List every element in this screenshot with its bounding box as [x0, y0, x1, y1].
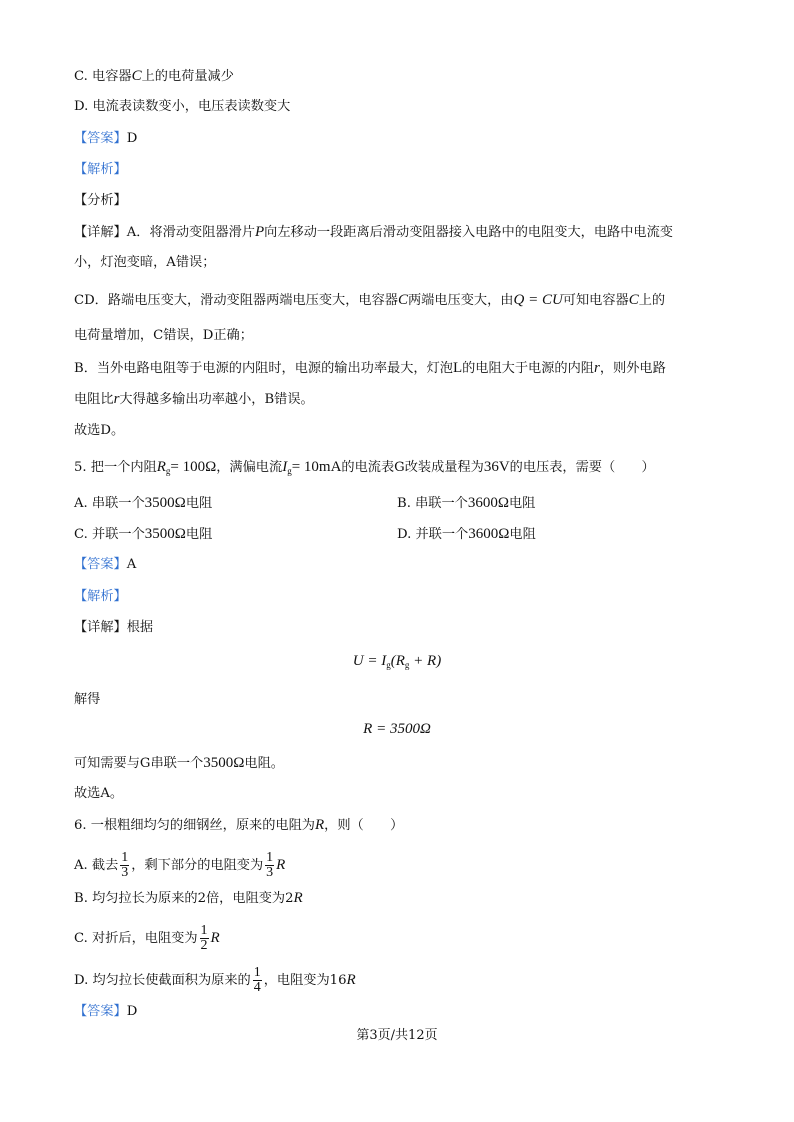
answer-label: 【答案】: [74, 557, 127, 572]
analysis-label-1: 【解析】: [74, 162, 127, 177]
question-5-option-a: A. 串联一个3500Ω电阻: [74, 495, 213, 511]
analysis-label-2: 【解析】: [74, 589, 127, 604]
answer-label: 【答案】: [74, 1004, 127, 1019]
question-5-option-c: C. 并联一个3500Ω电阻: [74, 526, 213, 542]
question-6-stem: 6. 一根粗细均匀的细钢丝，原来的电阻为R，则（ ）: [74, 817, 404, 833]
conclusion-2: 故选A。: [74, 786, 124, 801]
question-6-option-c: C. 对折后，电阻变为 $\frac{1}{2}$ R: [74, 923, 220, 953]
question-6-option-a: A. 截去 $\frac{1}{3}$ ，剩下部分的电阻变为 $\frac{1}{3}$ R: [74, 850, 286, 880]
explanation-cd-line-1: CD．路端电压变大，滑动变阻器两端电压变大，电容器C两端电压变大，由Q = CU可知电容器C上的: [74, 292, 666, 308]
fraction-one-half: $\frac{1}{2}$: [200, 923, 208, 953]
option-d-line: D. 电流表读数变小，电压表读数变大: [74, 99, 291, 114]
explanation-b-line-1: B．当外电路电阻等于电源的内阻时，电源的输出功率最大，灯泡L的电阻大于电源的内阻r，则外电路: [74, 360, 666, 376]
explanation-line-2: 小，灯泡变暗，A错误；: [74, 255, 216, 270]
solve-label: 解得: [74, 692, 101, 707]
fraction-one-quarter: $\frac{1}{4}$: [253, 965, 261, 995]
explanation-cd-line-2: 电荷量增加，C错误，D正确；: [74, 328, 253, 343]
page-number-footer: 第3页/共12页: [356, 1028, 438, 1043]
answer-line-3: 【答案】D: [74, 1004, 138, 1019]
answer-label: 【答案】: [74, 131, 127, 146]
equation-r-result: R = 3500Ω: [363, 721, 431, 737]
conclusion-q5-text: 可知需要与G串联一个3500Ω电阻。: [74, 755, 284, 771]
answer-line-1: 【答案】D: [74, 131, 138, 146]
conclusion-1: 故选D。: [74, 423, 125, 438]
question-5-stem: 5. 把一个内阻$R_g= 100\Omega$，满偏电流$I_g= 10mA$的电流表G改装成量程为36V的电压表，需要（ ）: [74, 459, 655, 476]
explanation-q5: 【详解】根据: [74, 620, 154, 635]
fraction-one-third: $\frac{1}{3}$: [266, 850, 274, 880]
question-6-option-d: D. 均匀拉长使截面积为原来的 $\frac{1}{4}$ ，电阻变为16R: [74, 965, 356, 995]
equation-q-cu: Q = CU: [513, 292, 563, 308]
explanation-b-line-2: 电阻比r大得越多输出功率越小，B错误。: [74, 391, 314, 407]
explanation-line-1: 【详解】A．将滑动变阻器滑片P向左移动一段距离后滑动变阻器接入电路中的电阻变大，电路中电流变: [74, 224, 673, 240]
answer-line-2: 【答案】A: [74, 557, 137, 572]
question-5-option-b: B. 串联一个3600Ω电阻: [397, 495, 536, 511]
question-6-option-b: B. 均匀拉长为原来的2倍，电阻变为2R: [74, 890, 303, 906]
option-c-line: C. 电容器C上的电荷量减少: [74, 68, 234, 84]
fenxi-label: 【分析】: [74, 193, 127, 208]
equation-u-ig: $U = I_g(R_g + R)$: [352, 653, 442, 670]
question-5-option-d: D. 并联一个3600Ω电阻: [397, 526, 536, 542]
fraction-one-third: $\frac{1}{3}$: [121, 850, 129, 880]
